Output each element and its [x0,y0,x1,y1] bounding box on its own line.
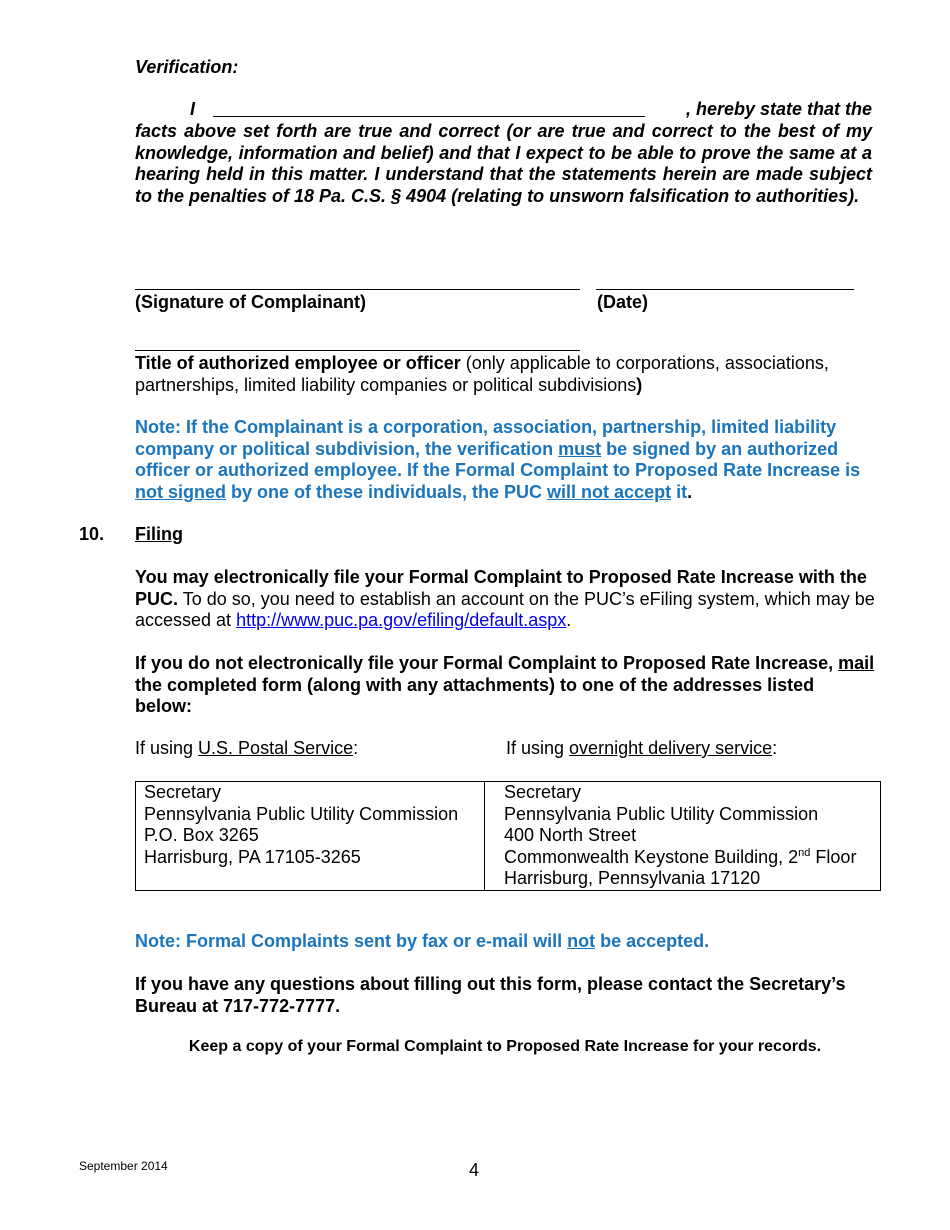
address-line: Secretary [144,782,222,802]
note-must: must [558,438,602,459]
address-line: 400 North Street [504,825,637,845]
signature-line[interactable] [135,289,580,290]
footer-date: September 2014 [79,1159,168,1173]
title-label: Title of authorized employee or officer [135,353,461,373]
efiling-text: To do so, you need to establish an account on the PUC’s eFiling system, which may be accessed at [135,588,875,630]
postal-service-label: If using U.S. Postal Service: [135,738,359,758]
efiling-link[interactable]: http://www.puc.pa.gov/efiling/default.aspx [236,610,567,630]
signature-label: (Signature of Complainant) [135,292,366,312]
efiling-bold-text: You may electronically file your Formal Complaint to Proposed Rate Increase with the PUC. [135,567,867,609]
note-text: Note: If the Complainant is a corporation, association, partnership, limited liability company or political subdivision, the verification [135,417,837,459]
address-line: Harrisburg, PA 17105-3265 [144,846,361,867]
efiling-period: . [566,610,572,630]
questions-paragraph: If you have any questions about filling out this form, please contact the Secretary’s Bureau at 717-772-7777. [135,974,846,1016]
mail-text: the completed form (along with any attachments) to one of the addresses listed below: [135,674,815,716]
mail-text: If you do not electronically file your Formal Complaint to Proposed Rate Increase, [135,653,839,673]
note-text: be signed by an authorized officer or authorized employee. If the Formal Complaint to Proposed Rate Increase is [135,438,861,480]
address-line: Secretary [504,782,582,802]
keep-copy-note: Keep a copy of your Formal Complaint to Proposed Rate Increase for your records. [188,1038,822,1055]
title-note-close: ) [636,374,643,395]
section-heading-filing: Filing [135,524,183,544]
address-line: Commonwealth Keystone Building, 2nd Floor [504,846,857,867]
verification-statement: facts above set forth are true and correct (or are true and correct to the best of my knowledge, information and belief) and that I expect to be able to prove the same at a hearing held in this matter. I understand that the statements herein are made subject to the penalties of 18 Pa. C.S. § 4904 (relating to unsworn falsification to authorities). [135,121,872,206]
title-note: (only applicable to corporations, associations, partnerships, limited liability companies or political subdivisions [135,353,829,395]
section-number: 10. [79,524,105,544]
address-line: P.O. Box 3265 [144,825,259,845]
efiling-paragraph [135,567,875,632]
date-label: (Date) [597,292,649,312]
verification-heading: Verification: [135,57,239,77]
note-text: by one of these individuals, the PUC [226,481,548,502]
postal-service-name: U.S. Postal Service [198,738,354,758]
note-not-signed: not signed [135,481,226,502]
verification-declarant-suffix: , hereby state that the [685,99,872,119]
address-line: Pennsylvania Public Utility Commission [144,803,459,824]
postal-address-cell [136,782,485,891]
mail-word: mail [838,653,875,673]
date-line[interactable] [596,289,854,290]
address-line: Harrisburg, Pennsylvania 17120 [504,868,761,888]
note-period: . [687,481,693,502]
fax-email-note: Note: Formal Complaints sent by fax or e-mail will not be accepted. [135,931,710,951]
mail-paragraph [135,653,875,718]
overnight-service-name: overnight delivery service [569,738,773,758]
note-text: it [671,481,688,502]
declarant-name-line[interactable] [213,116,645,117]
address-table [135,781,881,891]
verification-note [135,417,875,503]
title-line[interactable] [135,350,580,351]
verification-declarant-prefix: I [190,99,196,119]
page-number: 4 [469,1160,480,1180]
overnight-service-label: If using overnight delivery service: [506,738,778,758]
overnight-address-cell [485,782,881,891]
address-line: Pennsylvania Public Utility Commission [504,803,819,824]
note-will-not-accept: will not accept [547,481,672,502]
fax-note-not: not [567,931,596,951]
title-label-block [135,353,875,396]
